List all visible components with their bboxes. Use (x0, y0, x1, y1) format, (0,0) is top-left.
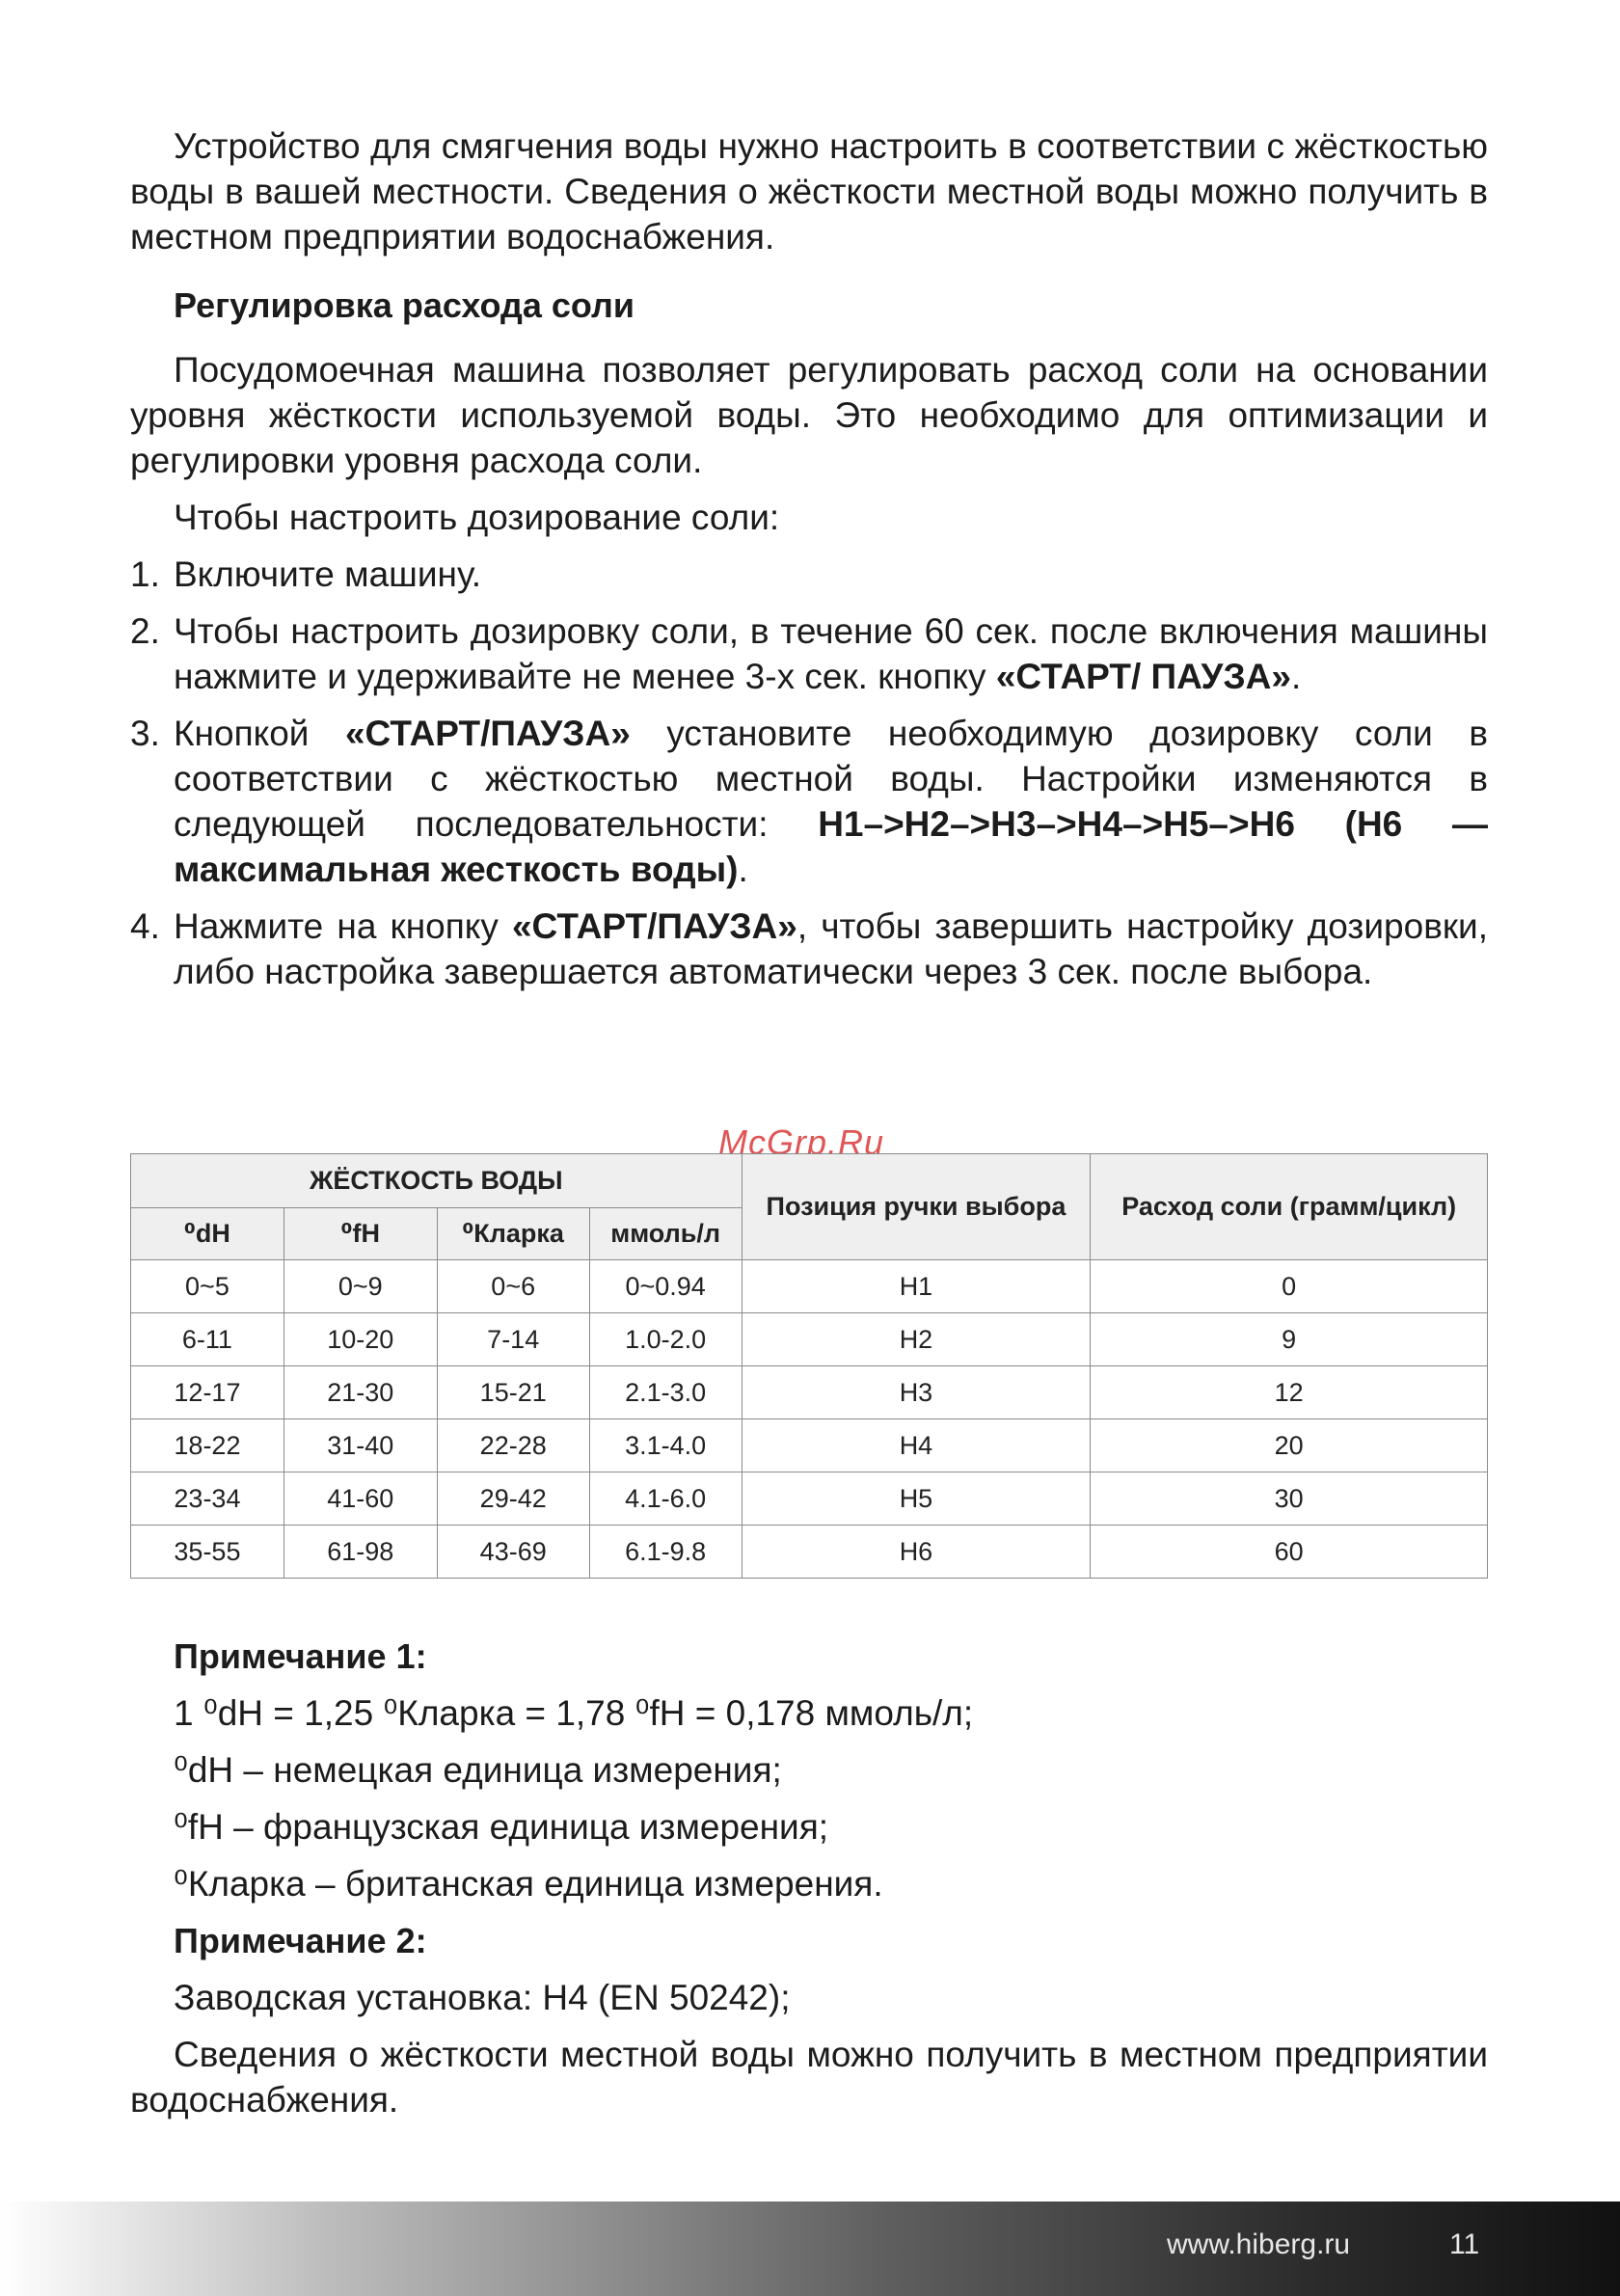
dh-column-header: ⁰dH (131, 1208, 284, 1260)
dh-cell: 6-11 (131, 1313, 284, 1366)
step-4 (130, 904, 1488, 994)
step-number: 2. (130, 611, 160, 651)
table-row (131, 1472, 1488, 1526)
note2-title: Примечание 2: (174, 1921, 427, 1960)
salt-column-header: Расход соли (грамм/цикл) (1091, 1154, 1488, 1260)
note1-title: Примечание 1: (174, 1636, 427, 1676)
step-button-name: «СТАРТ/ПАУЗА» (511, 906, 797, 946)
steps-intro: Чтобы настроить дозирование соли: (174, 498, 780, 537)
fh-cell: 31-40 (284, 1419, 437, 1472)
footer-website: www.hiberg.ru (1167, 2228, 1351, 2260)
clark-cell: 15-21 (437, 1366, 589, 1419)
note2-paragraph: Сведения о жёсткости местной воды можно получить в местном предприятии водоснабжения. (130, 2035, 1488, 2120)
step-button-name: «СТАРТ/ ПАУЗА» (995, 657, 1291, 696)
salt-cell: 12 (1091, 1366, 1488, 1419)
step-text: Включите машину. (174, 554, 482, 594)
page-number: 11 (1449, 2228, 1480, 2260)
notes-section (130, 1634, 1488, 2122)
fh-cell: 0~9 (284, 1260, 437, 1313)
table-row (131, 1260, 1488, 1313)
step-text-end: . (1290, 657, 1302, 696)
fh-cell: 61-98 (284, 1526, 437, 1579)
position-cell: H4 (742, 1419, 1091, 1472)
dh-cell: 23-34 (131, 1472, 284, 1526)
position-cell: H6 (742, 1526, 1091, 1579)
step-number: 3. (130, 714, 160, 753)
note1-line: 1 ⁰dH = 1,25 ⁰Кларка = 1,78 ⁰fH = 0,178 ммоль/л; (174, 1693, 974, 1733)
salt-cell: 0 (1091, 1260, 1488, 1313)
hardness-table (130, 1153, 1488, 1579)
position-cell: H1 (742, 1260, 1091, 1313)
salt-cell: 9 (1091, 1313, 1488, 1366)
step-sequence: H1–>H2–>H3–>H4–>H5–>H6 (H6 — максимальная жесткость воды) (174, 804, 1488, 889)
fh-cell: 41-60 (284, 1472, 437, 1526)
section-title: Регулировка расхода соли (174, 285, 635, 325)
note1-line: ⁰dH – немецкая единица измерения; (174, 1750, 782, 1790)
note1-line: ⁰fH – французская единица измерения; (174, 1807, 829, 1847)
step-2 (130, 608, 1488, 699)
mmol-cell: 6.1-9.8 (589, 1526, 742, 1579)
watermark: McGrp.Ru (718, 1122, 885, 1162)
position-cell: H3 (742, 1366, 1091, 1419)
mmol-cell: 3.1-4.0 (589, 1419, 742, 1472)
mmol-cell: 4.1-6.0 (589, 1472, 742, 1526)
step-1 (130, 552, 1488, 597)
clark-column-header: ⁰Кларка (437, 1208, 589, 1260)
step-number: 1. (130, 554, 160, 594)
clark-cell: 29-42 (437, 1472, 589, 1526)
section-paragraph: Посудомоечная машина позволяет регулировать расход соли на основании уровня жёсткости используемой воды. Это необходимо для оптимизации и регулировки уровня расхода соли. (130, 350, 1488, 480)
steps-list (130, 552, 1488, 994)
mmol-column-header: ммоль/л (589, 1208, 742, 1260)
salt-cell: 60 (1091, 1526, 1488, 1579)
dh-cell: 35-55 (131, 1526, 284, 1579)
step-button-name: «СТАРТ/ПАУЗА» (344, 714, 631, 753)
note1-line: ⁰Кларка – британская единица измерения. (174, 1864, 883, 1904)
step-text-end: . (738, 850, 748, 889)
step-text-end: , чтобы завершить настройку дозировки, либо настройка завершается автоматически через 3 сек. после выбора. (174, 906, 1488, 991)
page-footer (0, 2201, 1620, 2296)
position-cell: H2 (742, 1313, 1091, 1366)
salt-cell: 20 (1091, 1419, 1488, 1472)
fh-column-header: ⁰fH (284, 1208, 437, 1260)
step-text: Чтобы настроить дозировку соли, в течение 60 сек. после включения машины нажмите и удерживайте не менее 3-х сек. кнопку (174, 611, 1488, 696)
table-row (131, 1313, 1488, 1366)
step-number: 4. (130, 906, 160, 946)
position-cell: H5 (742, 1472, 1091, 1526)
position-column-header: Позиция ручки выбора (742, 1154, 1091, 1260)
table-row (131, 1526, 1488, 1579)
step-3 (130, 711, 1488, 892)
table-row (131, 1366, 1488, 1419)
fh-cell: 21-30 (284, 1366, 437, 1419)
dh-cell: 0~5 (131, 1260, 284, 1313)
fh-cell: 10-20 (284, 1313, 437, 1366)
intro-paragraph: Устройство для смягчения воды нужно настроить в соответствии с жёсткостью воды в вашей местности. Сведения о жёсткости местной воды можно получить в местном предприятии водоснабжения. (130, 126, 1488, 257)
step-text: Нажмите на кнопку (174, 906, 512, 946)
clark-cell: 43-69 (437, 1526, 589, 1579)
mmol-cell: 0~0.94 (589, 1260, 742, 1313)
note2-line: Заводская установка: H4 (EN 50242); (174, 1978, 791, 2017)
clark-cell: 7-14 (437, 1313, 589, 1366)
clark-cell: 0~6 (437, 1260, 589, 1313)
dh-cell: 12-17 (131, 1366, 284, 1419)
hardness-group-header: ЖЁСТКОСТЬ ВОДЫ (131, 1154, 742, 1208)
mmol-cell: 1.0-2.0 (589, 1313, 742, 1366)
table-row (131, 1419, 1488, 1472)
page-content (130, 123, 1488, 994)
salt-cell: 30 (1091, 1472, 1488, 1526)
mmol-cell: 2.1-3.0 (589, 1366, 742, 1419)
dh-cell: 18-22 (131, 1419, 284, 1472)
clark-cell: 22-28 (437, 1419, 589, 1472)
step-text: Кнопкой (174, 714, 345, 753)
step-text-middle: установите необходимую дозировку соли в соответствии с жёсткостью местной воды. Настройки изменяются в следующей последовательности: (174, 714, 1488, 844)
